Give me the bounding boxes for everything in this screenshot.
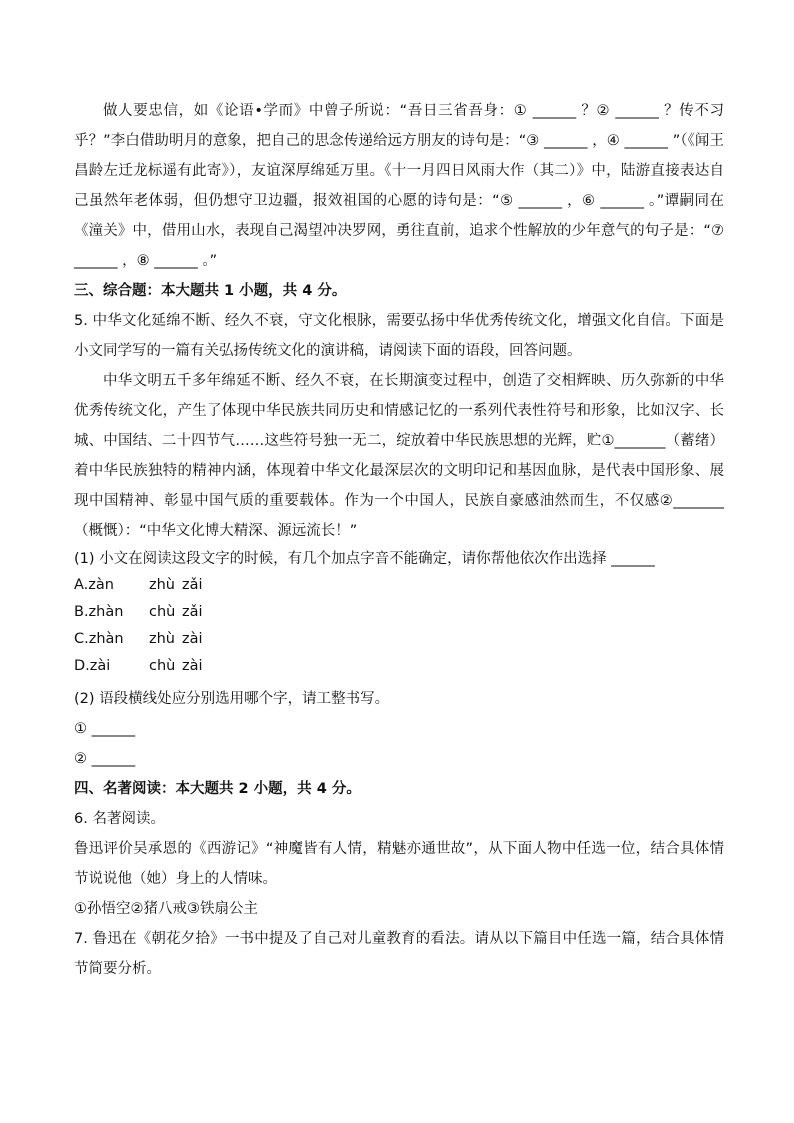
option-d-first-reading: D.zài bbox=[74, 658, 111, 674]
option-b-third-reading: zǎi bbox=[182, 604, 203, 620]
option-d bbox=[74, 653, 724, 680]
question-6-choices: ①孙悟空②猪八戒③铁扇公主 bbox=[74, 901, 258, 917]
option-b-first-reading: B.zhàn bbox=[74, 604, 124, 620]
question-5-intro: 5. 中华文化延绵不断、经久不衰，守文化根脉，需要弘扬中华优秀传统文化，增强文化自信。下面是小文同学写的一篇有关弘扬传统文化的演讲稿，请阅读下面的语段，回答问题。 bbox=[74, 313, 724, 359]
option-c-second-reading: zhù bbox=[149, 631, 175, 647]
option-b bbox=[74, 599, 724, 626]
question-6-title: 6. 名著阅读。 bbox=[74, 811, 165, 827]
section-3-heading: 三、综合题：本大题共 1 小题，共 4 分。 bbox=[74, 283, 347, 299]
question-5-passage: 中华文明五千多年绵延不断、经久不衰，在长期演变过程中，创造了交相辉映、历久弥新的中华优秀传统文化，产生了体现中华民族共同历史和情感记忆的一系列代表性符号和形象，比如汉字、长城、中国结、二十四节气……这些符号独一无二，绽放着中华民族思想的光辉，贮①_______（蓄绪）着中华民族独特的精神内涵，体现着中华文化最深层次的文明印记和基因血脉，是代表中国形象、展现中国精神、彰显中国气质的重要载体。作为一个中国人，民族自豪感油然而生，不仅感②_______（概慨）：“中华文化博大精深、源远流长！” bbox=[74, 373, 724, 539]
question-7-body: 7. 鲁迅在《朝花夕拾》一书中提及了自己对儿童教育的看法。请从以下篇目中任选一篇，结合具体情节简要分析。 bbox=[74, 931, 724, 977]
option-a bbox=[74, 572, 724, 599]
answer-blank-2: ② ______ bbox=[74, 751, 136, 767]
answer-blank-1: ① ______ bbox=[74, 721, 136, 737]
question-4-fill-in-paragraph: 做人要忠信，如《论语•学而》中曾子所说：“吾日三省吾身：① ______ ？② ______ ？传不习乎？”李白借助明月的意象，把自己的思念传递给远方朋友的诗句是：“③ ______ ，④ ______ ”（《闻王昌龄左迁龙标遥有此寄》），友谊深厚绵延万里。《十一月四日风雨大作（其二）》中，陆游直接表达自己虽然年老体弱，但仍想守卫边疆，报效祖国的心愿的诗句是：“⑤ ______ ，⑥ ______ 。”谭嗣同在《潼关》中，借用山水，表现自己渴望冲决罗网，勇往直前，追求个性解放的少年意气的句子是：“⑦ ______ ，⑧ ______ 。” bbox=[74, 103, 724, 269]
question-5-sub-1: (1) 小文在阅读这段文字的时候，有几个加点字音不能确定，请你帮他依次作出选择 ______ bbox=[74, 551, 655, 567]
option-c-first-reading: C.zhàn bbox=[74, 631, 124, 647]
option-a-second-reading: zhù bbox=[149, 577, 175, 593]
option-d-third-reading: zài bbox=[182, 658, 203, 674]
question-6-body: 鲁迅评价吴承恩的《西游记》“神魔皆有人情，精魅亦通世故”，从下面人物中任选一位，结合具体情节说说他（她）身上的人情味。 bbox=[74, 841, 724, 887]
document-page bbox=[74, 96, 724, 984]
option-d-second-reading: chù bbox=[149, 658, 176, 674]
option-c-third-reading: zài bbox=[182, 631, 203, 647]
option-b-second-reading: chù bbox=[149, 604, 176, 620]
option-a-first-reading: A.zàn bbox=[74, 577, 114, 593]
question-5-options bbox=[74, 572, 724, 680]
section-4-heading: 四、名著阅读：本大题共 2 小题，共 4 分。 bbox=[74, 781, 361, 797]
option-c bbox=[74, 626, 724, 653]
question-5-sub-2: (2) 语段横线处应分别选用哪个字，请工整书写。 bbox=[74, 691, 390, 707]
option-a-third-reading: zǎi bbox=[182, 577, 203, 593]
